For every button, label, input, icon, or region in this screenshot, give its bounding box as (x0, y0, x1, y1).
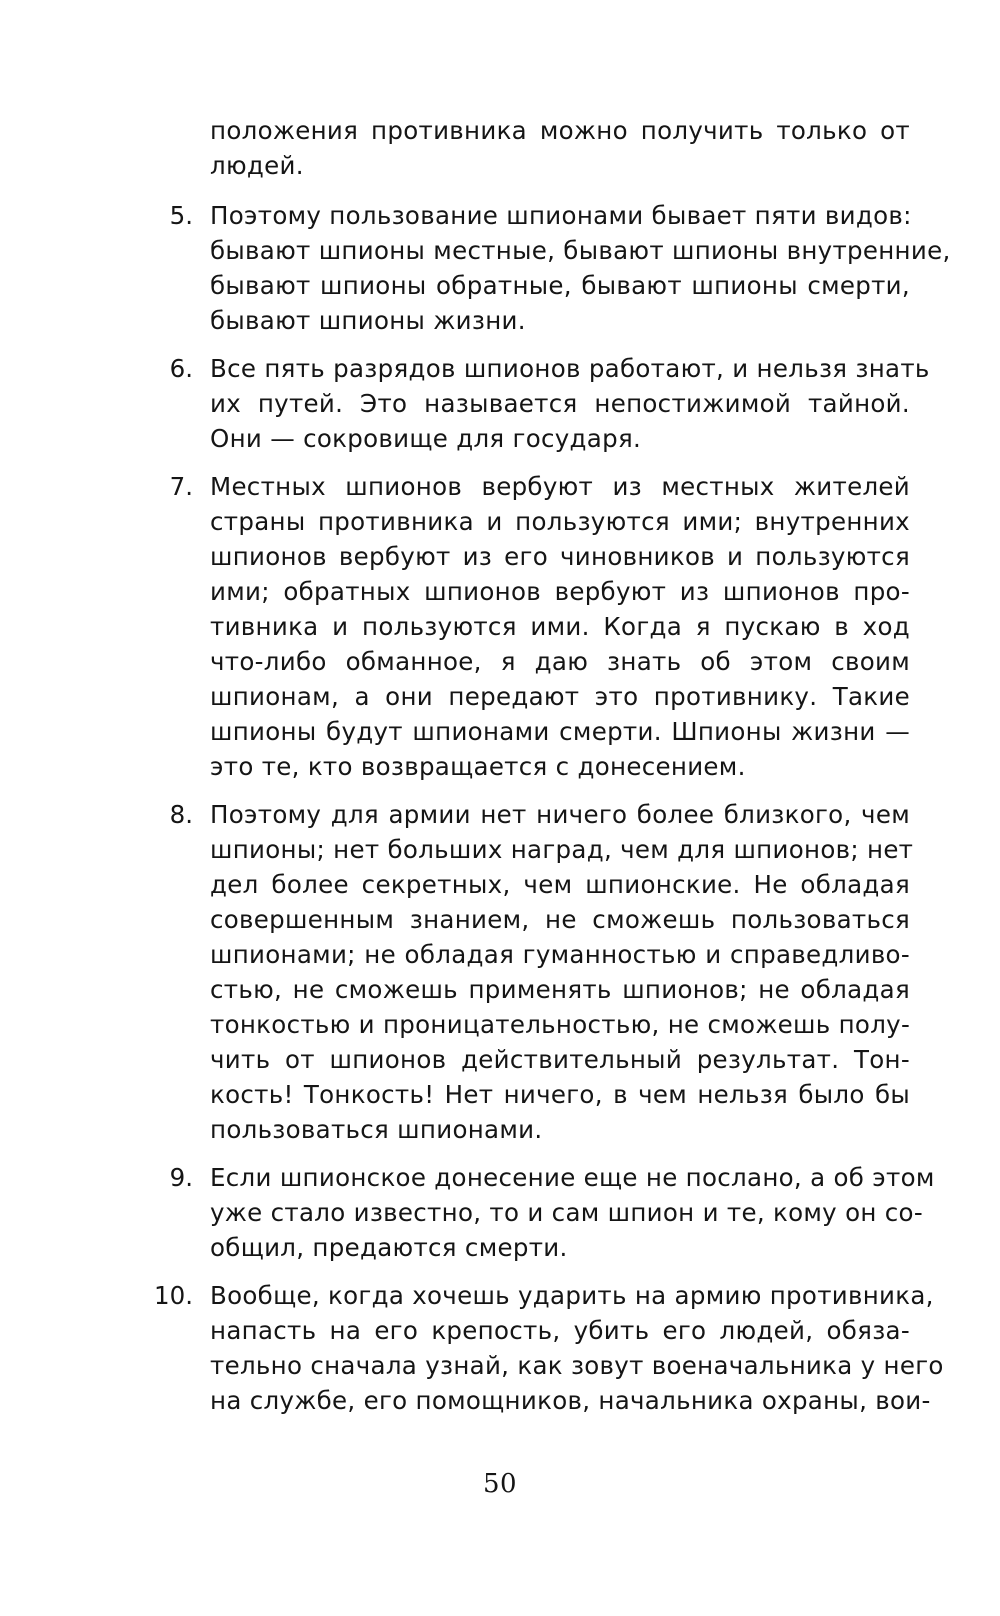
text-column (140, 113, 951, 1431)
text-line: совершенным знанием, не сможешь пользоваться (210, 905, 910, 934)
text-line: шпионы; нет больших наград, чем для шпионов; нет (210, 835, 914, 864)
list-item-8 (140, 797, 914, 1147)
text-line: дел более секретных, чем шпионские. Не обладая (210, 870, 910, 899)
text-line: бывают шпионы местные, бывают шпионы внутренние, (210, 236, 951, 265)
text-line: на службе, его помощников, начальника охраны, вои- (210, 1386, 931, 1415)
text-line: тонкостью и проницательностью, не сможешь полу- (210, 1010, 911, 1039)
text-line: шпионам, а они передают это противнику. Такие (210, 682, 910, 711)
text-line: людей. (210, 151, 304, 180)
text-line: стью, не сможешь применять шпионов; не обладая (210, 975, 910, 1004)
item-number: 10. (154, 1281, 193, 1310)
text-line: их путей. Это называется непостижимой тайной. (210, 389, 910, 418)
text-line: Поэтому для армии нет ничего более близкого, чем (210, 800, 910, 829)
text-line: Они — сокровище для государя. (210, 424, 642, 453)
item-number: 7. (169, 472, 193, 501)
page-number: 50 (482, 1469, 518, 1499)
text-line: Все пять разрядов шпионов работают, и нельзя знать (210, 354, 930, 383)
item-number: 8. (169, 800, 193, 829)
text-line: бывают шпионы жизни. (210, 306, 526, 335)
list-item-10 (140, 1278, 944, 1418)
text-line: шпионами; не обладая гуманностью и справедливо- (210, 940, 910, 969)
list-item-5 (140, 198, 951, 338)
list-item-6 (140, 351, 930, 456)
text-line: страны противника и пользуются ими; внутренних (210, 507, 910, 536)
item-number: 5. (169, 201, 193, 230)
carryover-paragraph (140, 113, 910, 183)
text-line: кость! Тонкость! Нет ничего, в чем нельзя было бы (210, 1080, 910, 1109)
text-line: чить от шпионов действительный результат. Тон- (210, 1045, 910, 1074)
text-line: Если шпионское донесение еще не послано, а об этом (210, 1163, 935, 1192)
text-line: ими; обратных шпионов вербуют из шпионов про- (210, 577, 910, 606)
text-line: положения противника можно получить только от (210, 116, 910, 145)
text-line: Местных шпионов вербуют из местных жителей (210, 472, 910, 501)
item-number: 9. (169, 1163, 193, 1192)
text-line: общил, предаются смерти. (210, 1233, 568, 1262)
text-line: уже стало известно, то и сам шпион и те, кому он со- (210, 1198, 923, 1227)
text-line: пользоваться шпионами. (210, 1115, 543, 1144)
item-number: 6. (169, 354, 193, 383)
text-line: тельно сначала узнай, как зовут военачальника у него (210, 1351, 944, 1380)
text-line: это те, кто возвращается с донесением. (210, 752, 746, 781)
text-line: напасть на его крепость, убить его людей, обяза- (210, 1316, 910, 1345)
list-item-9 (140, 1160, 935, 1265)
text-line: что-либо обманное, я даю знать об этом своим (210, 647, 910, 676)
text-line: шпионы будут шпионами смерти. Шпионы жизни — (210, 717, 910, 746)
text-line: Вообще, когда хочешь ударить на армию противника, (210, 1281, 934, 1310)
text-line: Поэтому пользование шпионами бывает пяти видов: (210, 201, 912, 230)
text-line: шпионов вербуют из его чиновников и пользуются (210, 542, 910, 571)
text-line: бывают шпионы обратные, бывают шпионы смерти, (210, 271, 910, 300)
text-line: тивника и пользуются ими. Когда я пускаю в ход (210, 612, 910, 641)
list-item-7 (140, 469, 910, 784)
